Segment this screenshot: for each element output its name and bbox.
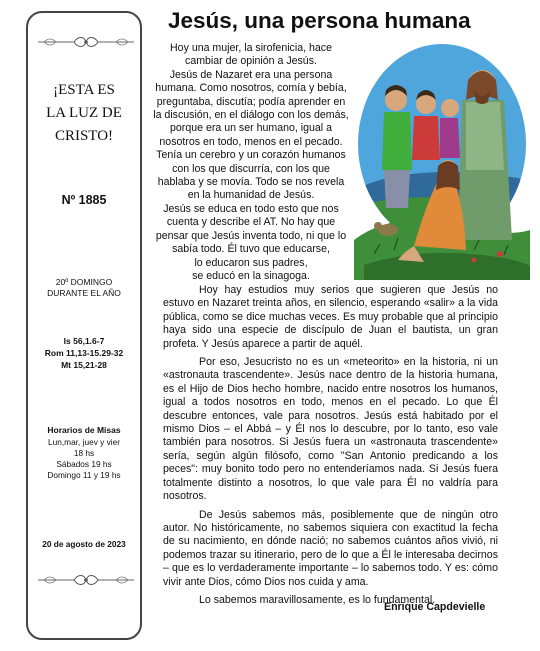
intro-line: cambiar de opinión a Jesús. bbox=[185, 55, 317, 68]
readings-list bbox=[30, 335, 138, 371]
mass-hours-line: Domingo 11 y 19 hs bbox=[47, 470, 121, 480]
article-author: Enrique Capdevielle bbox=[384, 601, 486, 613]
intro-line: Jesús de Nazaret era una persona bbox=[169, 68, 333, 81]
issue-number: Nº 1885 bbox=[61, 193, 107, 207]
article-title: Jesús, una persona humana bbox=[168, 8, 471, 33]
sidebar-panel bbox=[26, 11, 142, 640]
article-body bbox=[163, 284, 498, 612]
intro-line: Tenía un cerebro y un corazón humanos bbox=[156, 149, 346, 162]
intro-line: preguntaba, discutía; podía aprender en bbox=[156, 95, 346, 108]
intro-line: humana. Como nosotros, comía y bebía, bbox=[155, 82, 347, 95]
jesus-and-woman-illustration bbox=[354, 40, 530, 280]
mass-hours-title: Horarios de Misas bbox=[47, 425, 121, 435]
intro-line: Jesús se educa en todo esto que nos bbox=[163, 202, 339, 215]
liturgical-sunday: 20º DOMINGO DURANTE EL AÑO bbox=[47, 277, 121, 298]
intro-line: porque era un ser humano, igual a bbox=[170, 122, 332, 135]
reading-item: Mt 15,21-28 bbox=[61, 360, 107, 370]
intro-line: en la humanidad de Jesús. bbox=[187, 189, 315, 202]
sidebar-motto: ¡ESTA ES LA LUZ DE CRISTO! bbox=[46, 82, 122, 144]
mass-hours-line: 18 hs bbox=[73, 448, 95, 458]
mass-hours-line: Lun,mar, juev y vier bbox=[48, 437, 120, 447]
intro-line: con los que discurría, con los que bbox=[172, 162, 330, 175]
issue-date: 20 de agosto de 2023 bbox=[42, 539, 126, 549]
article-paragraph: De Jesús sabemos más, posiblemente que de ningún otro autor. No históricamente, no sabemos siquiera con exactitud la fecha de su nacimiento, en dónde nació; no sabemos cuántos años vivió, ni podemos trazar su itinerario, pero de lo que a Él le interesaba decirnos – que es lo verdaderamente importante – lo sabemos todo. Y es: cómo vivir ante Dios, cómo Dios nos cuida y ama. bbox=[163, 508, 498, 588]
intro-line: nosotros en todo, menos en el pecado. bbox=[159, 135, 343, 148]
intro-line: hablaba y se movía. Todo se nos revela bbox=[157, 176, 345, 189]
intro-line: pensar que Jesús inventa todo, ni que lo bbox=[155, 229, 347, 242]
intro-line: sabía todo. Él tuvo que educarse, bbox=[172, 243, 330, 256]
mass-hours-line: Sábados 19 hs bbox=[56, 459, 112, 469]
ornament-divider-icon bbox=[34, 35, 138, 49]
ornament-divider-icon bbox=[34, 573, 138, 587]
intro-line: se educó en la sinagoga. bbox=[192, 269, 310, 282]
article-paragraph: Hoy hay estudios muy serios que sugieren que Jesús no estuvo en Nazaret treinta años, en silencio, esperando «salir» a la vida pública, como se dice muchas veces. Es muy probable que al principio haya sido una especie de discípulo de Juan el bautista, un gran profeta. Y Jesús aparece a partir de aquél. bbox=[163, 284, 498, 350]
reading-item: Rom 11,13-15.29-32 bbox=[44, 348, 124, 358]
article-paragraph: Por eso, Jesucristo no es un «meteorito» en la historia, ni un «astronauta trascendente». Jesús nace dentro de la historia humana, es el Hijo de Dios hecho hombre, nacido entre nosotros los humanos, igual a todos nosotros en todo, menos en el pecado. Lo que Él descubre entonces, vale para nosotros. Jesús está habitado por el mismo Dios – el Abbá – y Él nos lo descubre, por lo tanto, eso vale también para nosotros. Si Jesús fuera un «astronauta trascendente» sería, según algún filósofo, como "San Antonio predicando a los peces": muy bonito todo pero no entenderíamos nada. Si Jesús fuera totalmente distinto a nosotros, lo que vale para Él no valdría para nosotros. bbox=[163, 356, 498, 503]
intro-line: cuenta y describe el AT. No hay que bbox=[166, 216, 336, 229]
mass-hours-list bbox=[32, 437, 136, 481]
intro-line: la discusión, en el diálogo con los demás, bbox=[153, 109, 349, 122]
intro-line: Hoy una mujer, la sirofenicia, hace bbox=[170, 42, 332, 54]
article-intro bbox=[150, 42, 352, 283]
intro-line: lo educaron sus padres, bbox=[194, 256, 308, 269]
reading-item: Is 56,1.6-7 bbox=[63, 336, 105, 346]
article-paragraph: Lo sabemos maravillosamente, es lo fundamental. bbox=[199, 593, 436, 606]
